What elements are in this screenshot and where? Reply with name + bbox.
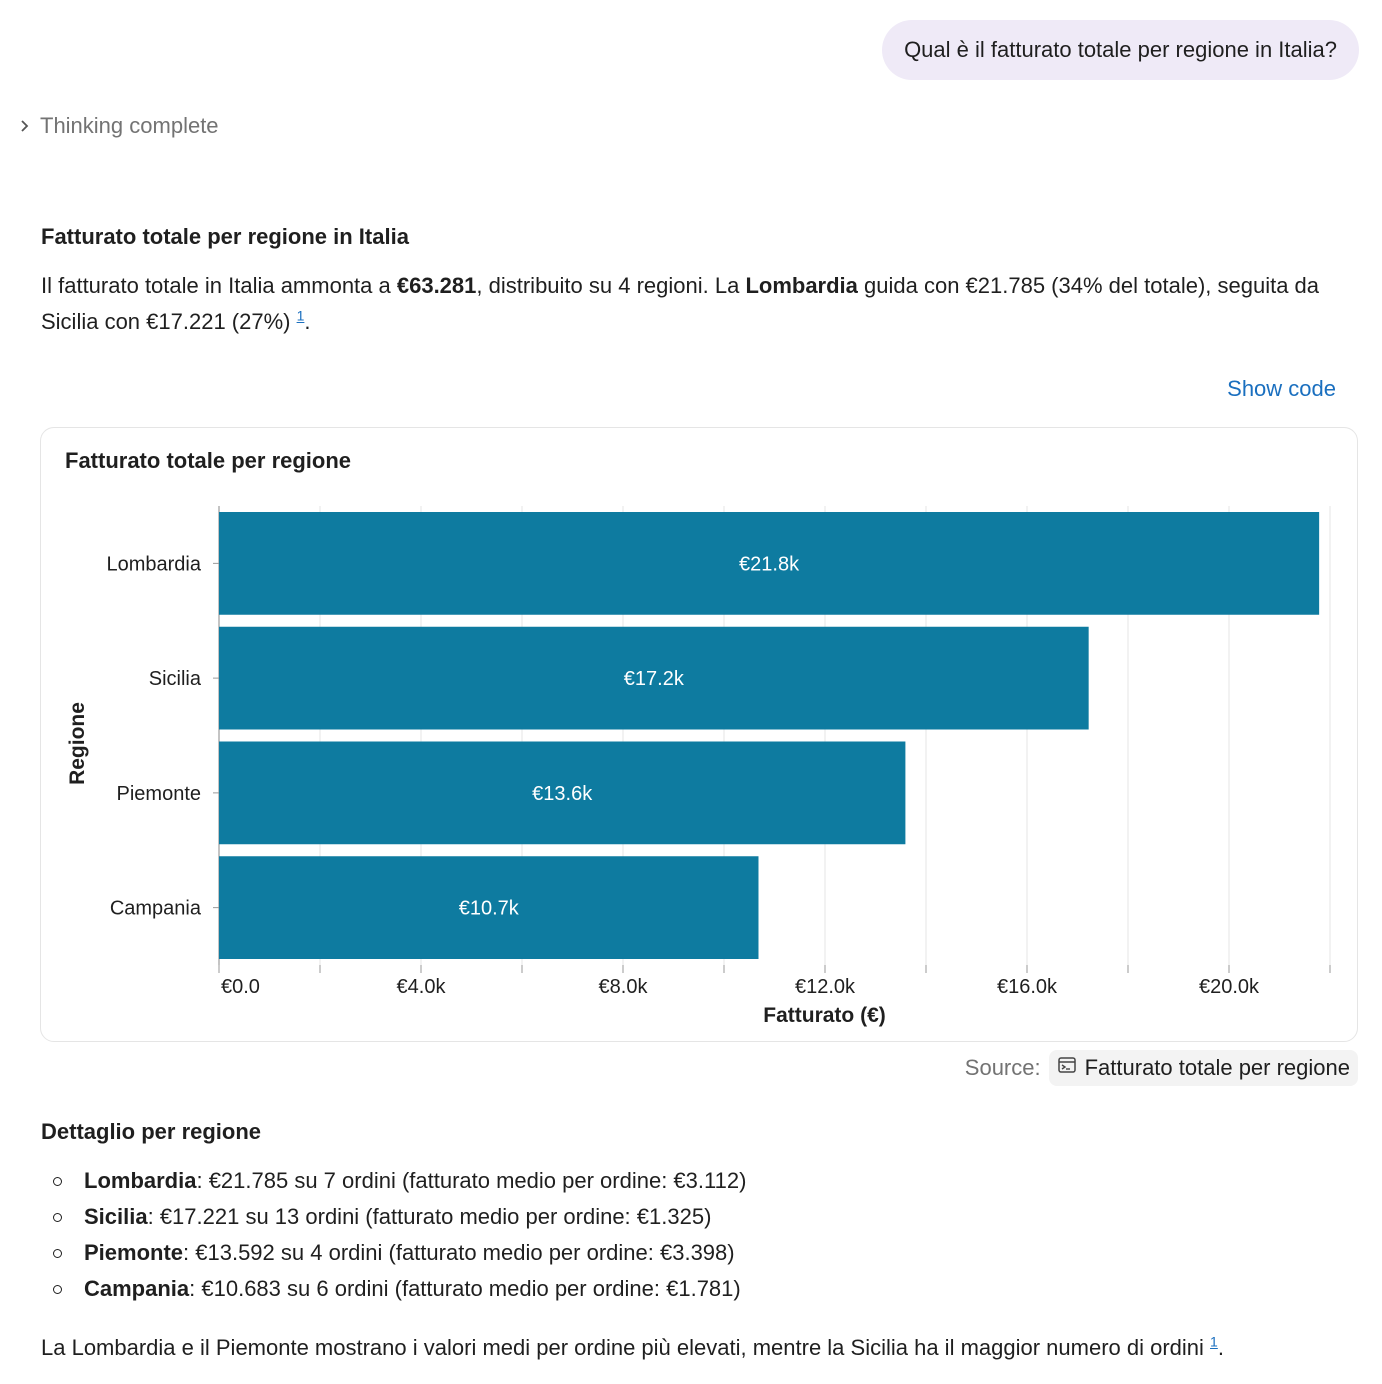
bullet-icon [53,1213,62,1222]
y-tick-label: Sicilia [148,668,201,691]
detail-text: : €21.785 su 7 ordini (fatturato medio per ordine: €3.112) [196,1168,747,1193]
response-heading: Fatturato totale per regione in Italia [41,224,409,249]
thinking-label: Thinking complete [40,113,219,138]
user-message-bubble [882,20,1359,80]
summary-top-region: Lombardia [745,273,858,298]
x-tick-label: €12.0k [794,976,856,998]
data-label: €13.6k [532,782,593,805]
detail-text: : €10.683 su 6 ordini (fatturato medio per ordine: €1.781) [189,1276,741,1301]
x-tick-label: €8.0k [598,976,648,998]
detail-text: : €13.592 su 4 ordini (fatturato medio per ordine: €3.398) [183,1240,735,1265]
data-label: €17.2k [623,668,684,691]
summary-text-2: , distribuito su 4 regioni. La [476,273,746,298]
y-axis-label: Regione [66,702,89,785]
y-tick-label: Piemonte [116,782,201,805]
summary-total: €63.281 [396,273,477,298]
bullet-icon [53,1177,62,1186]
citation-link[interactable]: 1 [1210,1333,1218,1350]
x-tick-label: €4.0k [396,976,446,998]
detail-list [41,1163,746,1307]
x-axis-label: Fatturato (€) [763,1004,886,1027]
x-tick-label: €0.0 [221,976,260,998]
data-label: €10.7k [458,897,519,920]
summary-end: . [304,309,311,334]
list-item [41,1163,746,1199]
source-row [965,1050,1358,1086]
bullet-icon [53,1285,62,1294]
y-tick-label: Campania [109,897,201,920]
detail-region: Lombardia [84,1168,197,1193]
chart-card [40,427,1358,1042]
x-tick-label: €20.0k [1198,976,1260,998]
summary-paragraph [41,268,1361,340]
y-tick-label: Lombardia [106,553,201,576]
detail-region: Sicilia [84,1204,148,1229]
terminal-icon [1057,1055,1077,1081]
bar-chart [41,428,1357,1041]
bullet-icon [53,1249,62,1258]
detail-region: Piemonte [84,1240,184,1265]
detail-heading: Dettaglio per regione [41,1119,262,1144]
list-item [41,1271,746,1307]
detail-region: Campania [84,1276,190,1301]
user-message-text: Qual è il fatturato totale per regione in Italia? [904,37,1337,62]
final-end: . [1217,1335,1224,1360]
citation-link[interactable]: 1 [296,307,305,324]
x-tick-label: €16.0k [996,976,1058,998]
detail-text: : €17.221 su 13 ordini (fatturato medio per ordine: €1.325) [147,1204,712,1229]
summary-text-1: Il fatturato totale in Italia ammonta a [41,273,397,298]
final-paragraph [41,1330,1224,1366]
source-chip-label: Fatturato totale per regione [1084,1055,1350,1080]
list-item [41,1199,746,1235]
final-text: La Lombardia e il Piemonte mostrano i valori medi per ordine più elevati, mentre la Sicilia ha il maggior numero di ordini [41,1335,1211,1360]
chevron-right-icon [18,113,32,139]
source-chip[interactable] [1049,1050,1358,1086]
summary-text-3: guida con €21.785 (34% del totale), seguita da Sicilia con €17.221 (27%) [41,273,1320,334]
show-code-button[interactable]: Show code [1227,376,1336,401]
chart-title: Fatturato totale per regione [65,448,352,473]
thinking-toggle[interactable] [18,113,219,139]
data-label: €21.8k [739,553,800,576]
source-label: Source: [964,1055,1041,1080]
list-item [41,1235,746,1271]
